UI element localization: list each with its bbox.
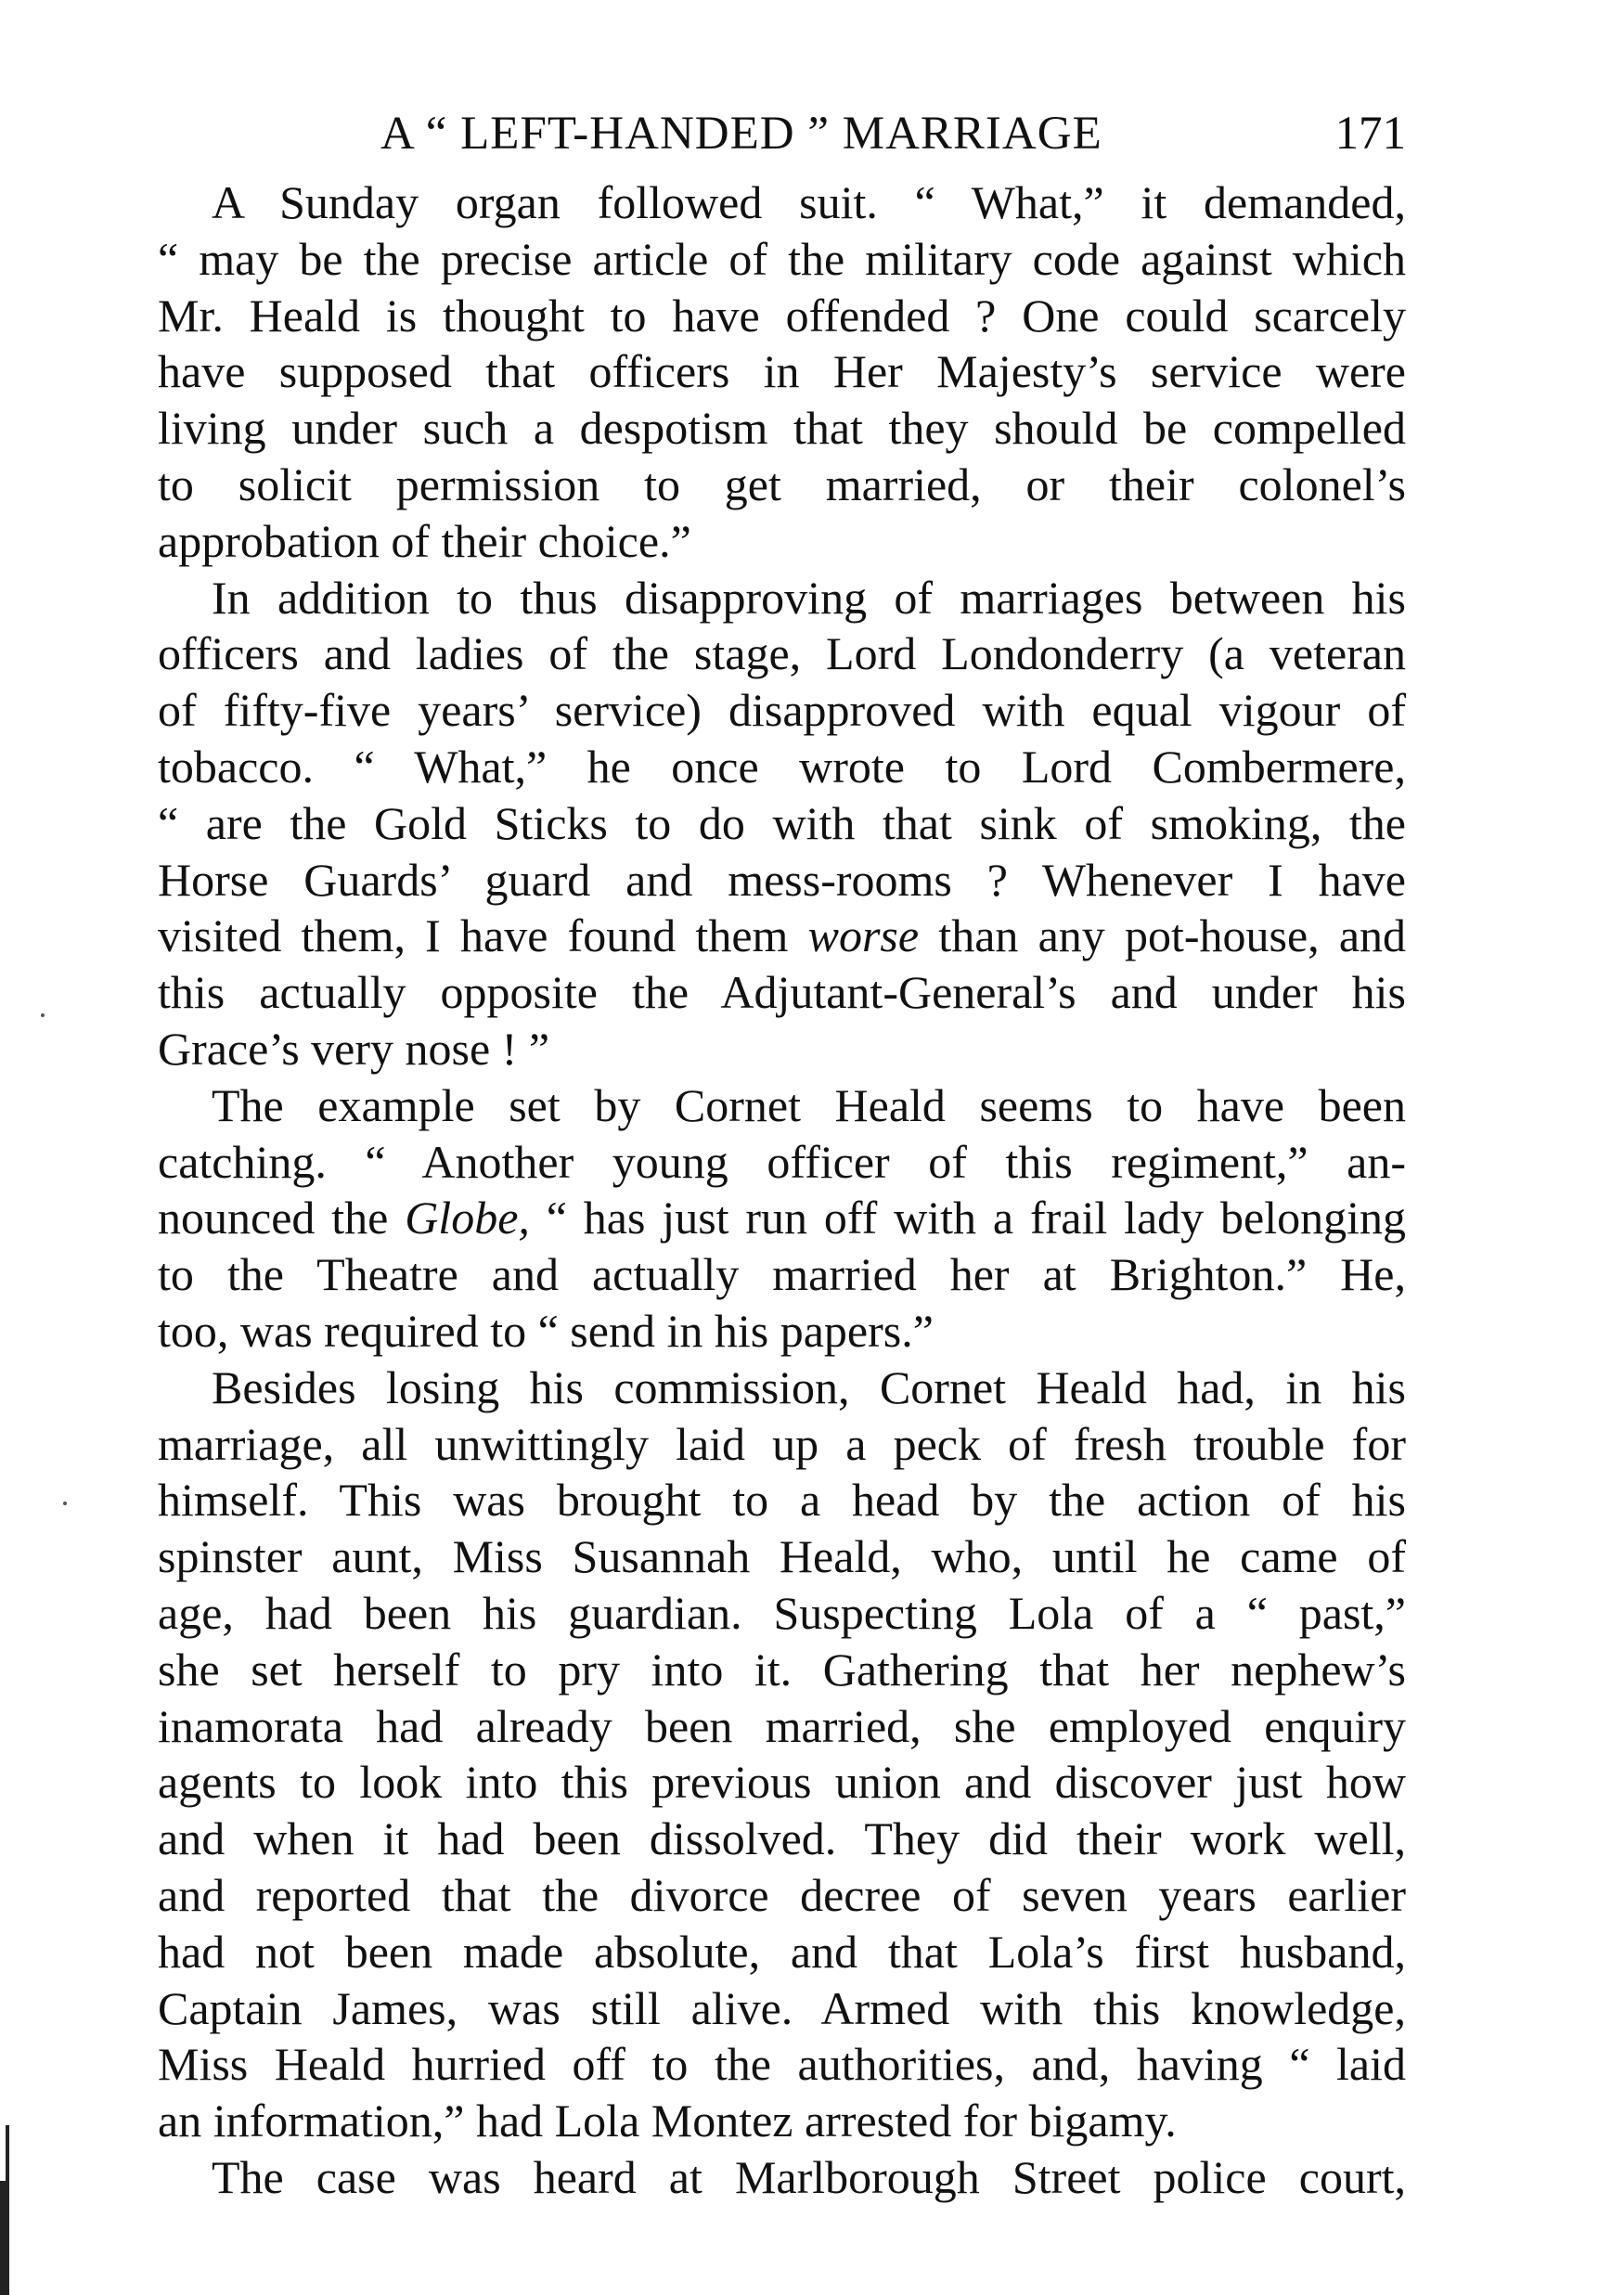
page-number: 171 <box>1334 108 1406 160</box>
text-line: too, was required to “ send in his papers.” <box>158 1304 934 1357</box>
text-line: Besides losing his commission, Cornet Heald had, in his <box>212 1360 1406 1413</box>
text-line: living under such a despotism that they should be compelled <box>158 402 1406 455</box>
italic-word-worse: worse <box>807 909 920 962</box>
paragraph-5 <box>158 2149 1406 2206</box>
text-line: Miss Heald hurried off to the authorities, and, having “ laid <box>158 2038 1406 2091</box>
text-line: and when it had been dissolved. They did their work well, <box>158 1812 1406 1865</box>
scan-speck <box>41 1013 45 1017</box>
text-line: “ may be the precise article of the military code against which <box>158 232 1406 285</box>
text-line: officers and ladies of the stage, Lord Londonderry (a veteran <box>158 627 1406 680</box>
paragraph-2 <box>158 570 1406 1077</box>
text-line: had not been made absolute, and that Lola’s first husband, <box>158 1925 1406 1978</box>
text-line: marriage, all unwittingly laid up a peck of fresh trouble for <box>158 1417 1406 1470</box>
text-line: approbation of their choice.” <box>158 514 691 567</box>
paragraph-3 <box>158 1077 1406 1360</box>
text-line: himself. This was brought to a head by the action of his <box>158 1474 1406 1527</box>
text-line: The case was heard at Marlborough Street police court, <box>212 2150 1406 2203</box>
text-segment: nounced the <box>158 1192 389 1244</box>
text-segment: “ has just run off with a frail lady belonging <box>546 1192 1407 1244</box>
text-line: and reported that the divorce decree of seven years earlier <box>158 1868 1406 1921</box>
text-line: Mr. Heald is thought to have offended ? One could scarcely <box>158 289 1406 342</box>
text-line: have supposed that officers in Her Majesty’s service were <box>158 345 1406 398</box>
text-line: an information,” had Lola Montez arrested for bigamy. <box>158 2095 1177 2147</box>
text-line: Grace’s very nose ! ” <box>158 1022 550 1075</box>
text-line: this actually opposite the Adjutant-General’s and under his <box>158 966 1406 1019</box>
text-line: tobacco. “ What,” he once wrote to Lord Combermere, <box>158 740 1406 793</box>
text-segment: visited them, I have found them <box>158 909 789 962</box>
text-line: The example set by Cornet Heald seems to have been <box>212 1078 1406 1131</box>
text-line: Captain James, was still alive. Armed with this knowledge, <box>158 1981 1406 2034</box>
text-line: A Sunday organ followed suit. “ What,” it demanded, <box>212 176 1406 228</box>
text-line: In addition to thus disapproving of marriages between his <box>212 571 1406 624</box>
text-line: age, had been his guardian. Suspecting Lola of a “ past,” <box>158 1586 1406 1639</box>
paragraph-4 <box>158 1360 1406 2149</box>
scan-gutter-mark <box>0 2181 9 2295</box>
text-line: she set herself to pry into it. Gathering that her nephew’s <box>158 1643 1406 1695</box>
scan-gutter-mark <box>6 2125 9 2181</box>
text-line: of fifty-five years’ service) disapproved with equal vigour of <box>158 684 1406 737</box>
text-line: to solicit permission to get married, or their colonel’s <box>158 458 1406 510</box>
text-line-with-italic <box>158 908 1406 964</box>
text-line: “ are the Gold Sticks to do with that sink of smoking, the <box>158 796 1406 849</box>
running-header <box>158 93 1406 174</box>
text-line: agents to look into this previous union and discover just how <box>158 1756 1406 1809</box>
text-line: catching. “ Another young officer of this regiment,” an- <box>158 1135 1406 1188</box>
text-line: inamorata had already been married, she employed enquiry <box>158 1699 1406 1752</box>
text-line: spinster aunt, Miss Susannah Heald, who, until he came of <box>158 1530 1406 1583</box>
text-segment: than any pot-house, and <box>938 909 1407 962</box>
scan-speck <box>63 1502 67 1505</box>
page-content <box>158 93 1406 2206</box>
text-line: to the Theatre and actually married her at Brighton.” He, <box>158 1248 1406 1301</box>
running-title: A “ LEFT-HANDED ” MARRIAGE <box>380 108 1102 160</box>
text-line-with-italic <box>158 1190 1406 1246</box>
paragraph-1 <box>158 174 1406 570</box>
italic-word-globe: Globe, <box>405 1192 530 1244</box>
text-line: Horse Guards’ guard and mess-rooms ? Whenever I have <box>158 853 1406 906</box>
